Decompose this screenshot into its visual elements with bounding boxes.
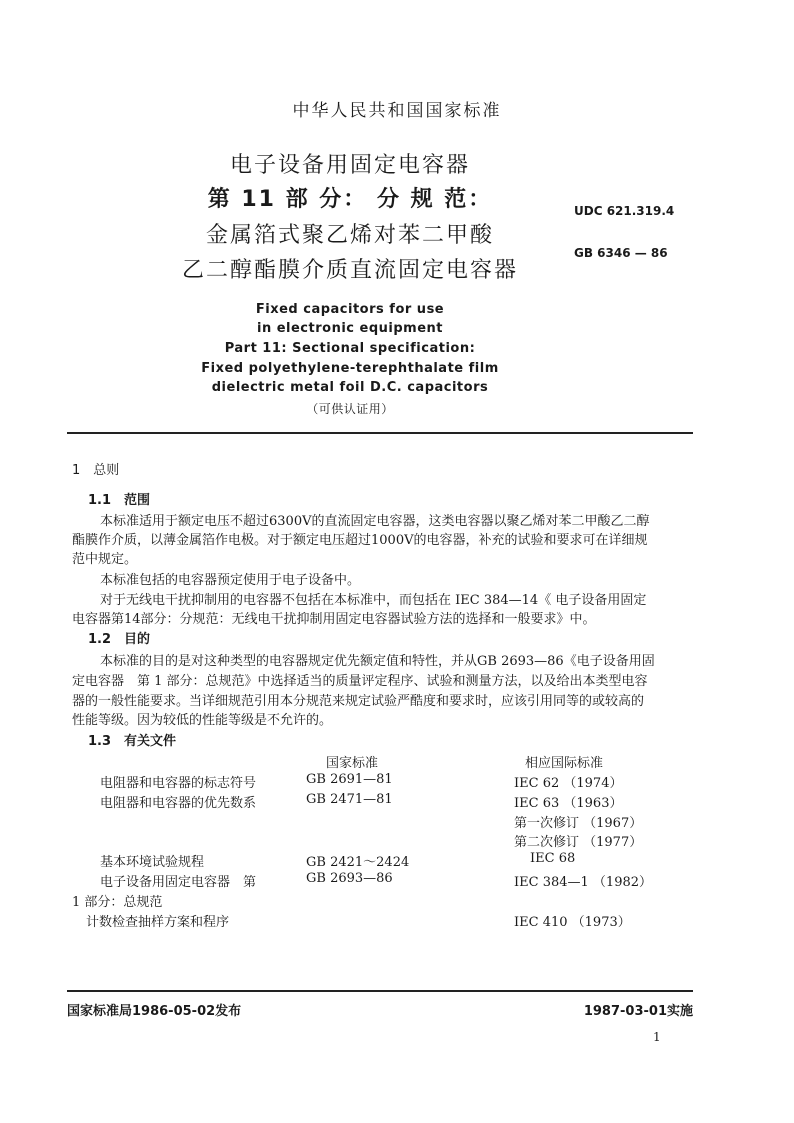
title-line-3: 金属箔式聚乙烯对苯二甲酸 [205, 223, 494, 248]
related-doc-iec: IEC 62 （1974） [514, 776, 623, 791]
related-doc-gb: GB 2691—81 [306, 772, 393, 787]
related-doc-name: 电阻器和电容器的优先数系 [100, 796, 257, 811]
section-1-2-title: 1.2 目的 [88, 632, 151, 647]
related-doc-iec: 第一次修订 （1967） [514, 816, 643, 831]
gb-number: GB 6346 — 86 [574, 246, 668, 260]
related-doc-gb: GB 2421～2424 [306, 855, 410, 870]
scope-paragraph-3-line-1: 对于无线电干扰抑制用的电容器不包括在本标准中，而包括在 IEC 384—14《 电子设备用固定 [100, 593, 647, 608]
udc-code: UDC 621.319.4 [574, 204, 675, 218]
scope-paragraph-line-1: 本标准适用于额定电压不超过6300V的直流固定电容器，这类电容器以聚乙烯对苯二甲酸乙二醇 [100, 514, 650, 529]
english-title-line-2: in electronic equipment [256, 321, 443, 336]
related-doc-iec: 第二次修订 （1977） [514, 835, 643, 850]
column-header-national: 国家标准 [326, 756, 379, 771]
related-doc-name: 基本环境试验规程 [100, 855, 205, 870]
related-doc-iec: IEC 68 [530, 851, 576, 866]
related-doc-iec: IEC 384—1 （1982） [514, 875, 653, 890]
related-doc-name: 电阻器和电容器的标志符号 [100, 776, 257, 791]
english-title-line-3: Part 11: Sectional specification: [224, 341, 476, 356]
section-1-1-title: 1.1 范围 [88, 493, 151, 508]
english-title-line-1: Fixed capacitors for use [255, 302, 445, 317]
standard-type-heading: 中华人民共和国国家标准 [292, 101, 502, 121]
purpose-line-4: 性能等级。因为较低的性能等级是不允许的。 [72, 713, 333, 728]
scope-paragraph-line-2: 酯膜作介质，以薄金属箔作电极。对于额定电压超过1000V的电容器，补充的试验和要求可在详细规 [72, 533, 648, 548]
english-title-line-5: dielectric metal foil D.C. capacitors [211, 380, 489, 395]
related-doc-iec: IEC 63 （1963） [514, 796, 623, 811]
certification-note: （可供认证用） [306, 402, 394, 416]
title-line-4: 乙二醇酯膜介质直流固定电容器 [181, 258, 518, 283]
related-doc-name: 计数检查抽样方案和程序 [86, 915, 230, 930]
related-doc-iec: IEC 410 （1973） [514, 915, 631, 930]
english-title-line-4: Fixed polyethylene-terephthalate film [201, 361, 499, 376]
scope-paragraph-line-3: 范中规定。 [72, 552, 138, 567]
related-doc-gb: GB 2693—86 [306, 871, 393, 886]
title-line-1: 电子设备用固定电容器 [229, 153, 470, 178]
effective-date: 1987-03-01实施 [583, 1004, 693, 1019]
related-doc-name: 电子设备用固定电容器 第 [100, 875, 257, 890]
purpose-line-1: 本标准的目的是对这种类型的电容器规定优先额定值和特性，并从GB 2693—86《电子设备用固 [100, 654, 655, 669]
scope-paragraph-2: 本标准包括的电容器预定使用于电子设备中。 [100, 573, 361, 588]
section-1-3-title: 1.3 有关文件 [88, 734, 177, 749]
purpose-line-2: 定电容器 第 1 部分：总规范》中选择适当的质量评定程序、试验和测量方法，以及给出本类型电容 [72, 674, 648, 689]
purpose-line-3: 器的一般性能要求。当详细规范引用本分规范来规定试验严酷度和要求时，应该引用同等的或较高的 [72, 694, 645, 709]
scope-paragraph-3-line-2: 电容器第14部分：分规范：无线电干扰抑制用固定电容器试验方法的选择和一般要求》中。 [72, 612, 596, 627]
section-1-title: 1 总则 [72, 463, 120, 478]
issued-date: 国家标准局1986-05-02发布 [67, 1004, 242, 1019]
title-line-2: 第 11 部 分： 分 规 范： [207, 187, 493, 212]
page-number: 1 [653, 1030, 661, 1044]
footer-divider [67, 990, 693, 992]
related-doc-gb: GB 2471—81 [306, 792, 393, 807]
column-header-international: 相应国际标准 [525, 756, 604, 771]
header-divider [67, 432, 693, 434]
related-doc-name-continued: 1 部分：总规范 [72, 895, 163, 910]
